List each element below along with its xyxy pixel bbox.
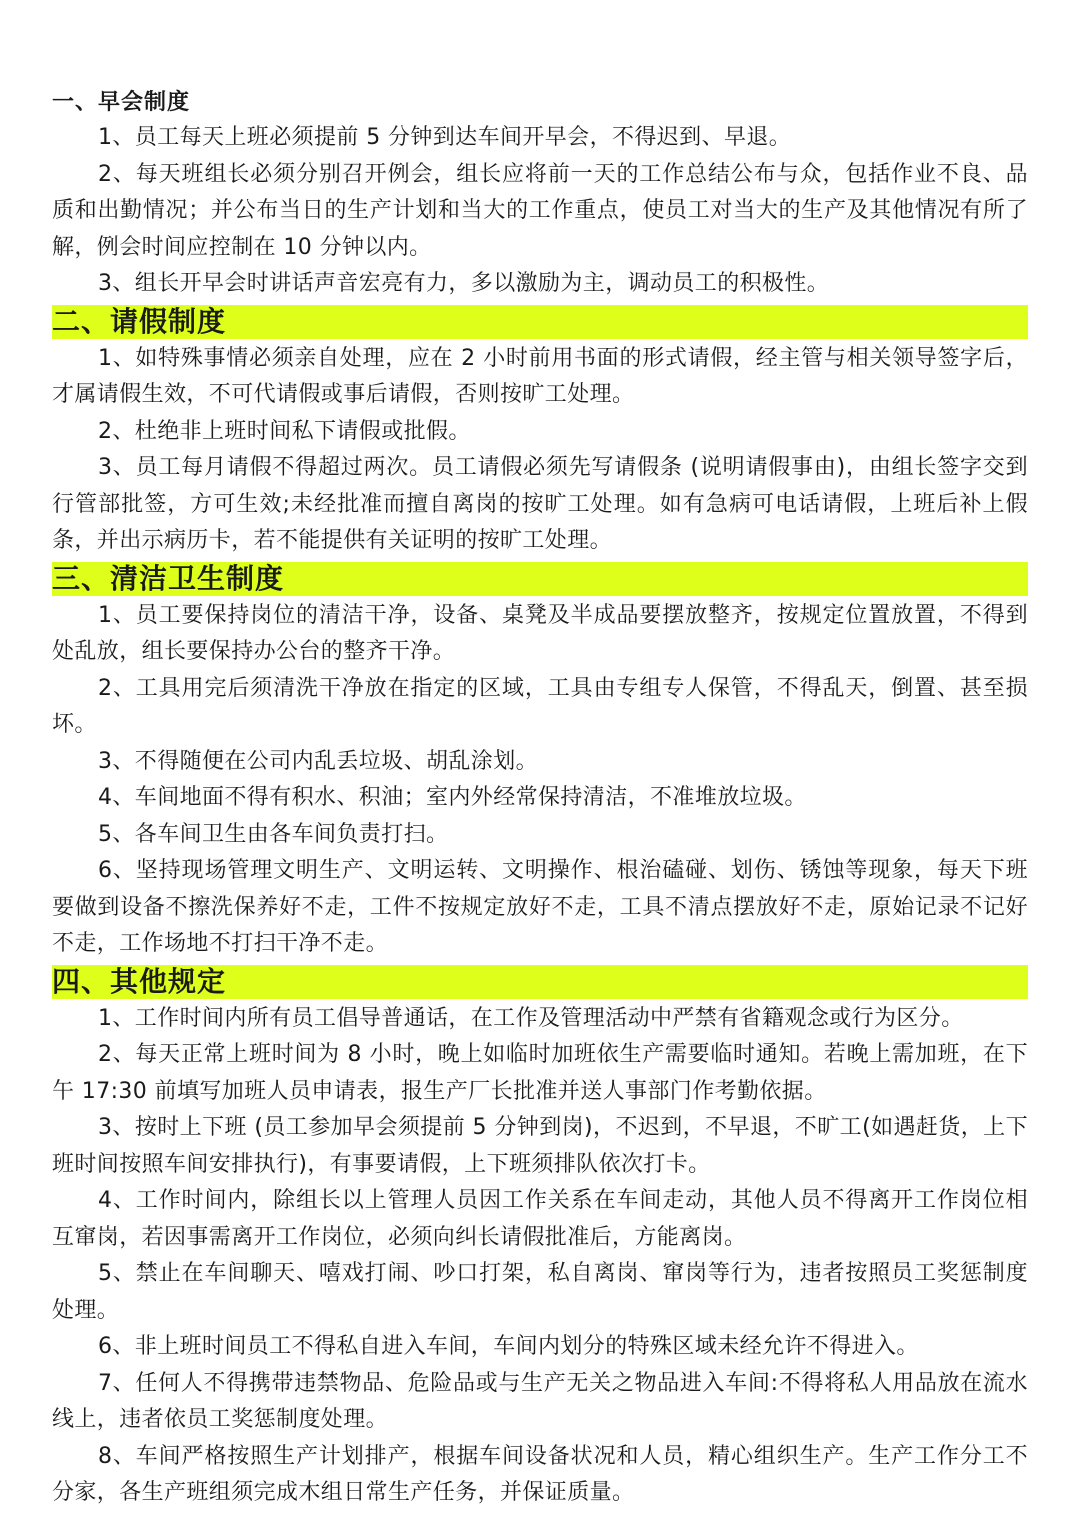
- list-item: 1、员工每天上班必须提前 5 分钟到达车间开早会，不得迟到、早退。: [98, 125, 792, 150]
- list-item: 8、车间严格按照生产计划排产，根据车间设备状况和人员，精心组织生产。生产工作分工不分家，各生产班组须完成木组日常生产任务，并保证质量。: [52, 1443, 1028, 1505]
- list-item: 1、如特殊事情必须亲自处理，应在 2 小时前用书面的形式请假，经主管与相关领导签字后，才属请假生效，不可代请假或事后请假，否则按旷工处理。: [52, 345, 1028, 407]
- section-title-highlighted: 三、清洁卫生制度: [52, 562, 1028, 596]
- list-item: 6、非上班时间员工不得私自进入车间，车间内划分的特殊区域未经允许不得进入。: [98, 1334, 919, 1359]
- list-item: 6、坚持现场管理文明生产、文明运转、文明操作、根治磕碰、划伤、锈蚀等现象，每天下班要做到设备不擦洗保养好不走，工件不按规定放好不走，工具不清点摆放好不走，原始记录不记好不走，工作场地不打扫干净不走。: [52, 858, 1028, 956]
- section-morning-meeting: [52, 86, 1028, 303]
- list-item: 3、按时上下班 (员工参加早会须提前 5 分钟到岗)，不迟到，不早退，不旷工(如遇赶货，上下班时间按照车间安排执行)，有事要请假，上下班须排队依次打卡。: [52, 1115, 1028, 1177]
- list-item: 3、员工每月请假不得超过两次。员工请假必须先写请假条 (说明请假事由)，由组长签字交到行管部批签，方可生效;未经批准而擅自离岗的按旷工处理。如有急病可电话请假，上班后补上假条，并出示病历卡，若不能提供有关证明的按旷工处理。: [52, 455, 1028, 553]
- section-other-rules: [52, 965, 1028, 1512]
- section-title-highlighted: 四、其他规定: [52, 965, 1028, 999]
- list-item: 1、员工要保持岗位的清洁干净，设备、桌凳及半成品要摆放整齐，按规定位置放置，不得到处乱放，组长要保持办公台的整齐干净。: [52, 602, 1028, 664]
- list-item: 5、各车间卫生由各车间负责打扫。: [98, 821, 449, 847]
- list-item: 5、禁止在车间聊天、嘻戏打闹、吵口打架，私自离岗、窜岗等行为，违者按照员工奖惩制度处理。: [52, 1261, 1028, 1323]
- list-item: 3、不得随便在公司内乱丢垃圾、胡乱涂划。: [98, 748, 538, 774]
- section-cleaning-policy: [52, 562, 1028, 963]
- list-item: 4、车间地面不得有积水、积油；室内外经常保持清洁，不准堆放垃圾。: [98, 785, 807, 810]
- section-title-highlighted: 二、请假制度: [52, 305, 1028, 339]
- list-item: 2、工具用完后须清洗干净放在指定的区域，工具由专组专人保管，不得乱天，倒置、甚至损坏。: [52, 675, 1028, 737]
- section-leave-policy: [52, 305, 1028, 560]
- regulations-document: [52, 86, 1028, 1512]
- list-item: 1、工作时间内所有员工倡导普通话，在工作及管理活动中严禁有省籍观念或行为区分。: [98, 1005, 964, 1031]
- list-item: 3、组长开早会时讲话声音宏亮有力，多以激励为主，调动员工的积极性。: [98, 271, 830, 296]
- list-item: 2、杜绝非上班时间私下请假或批假。: [98, 418, 471, 444]
- list-item: 7、任何人不得携带违禁物品、危险品或与生产无关之物品进入车间:不得将私人用品放在流水线上，违者依员工奖惩制度处理。: [52, 1370, 1028, 1432]
- section-title: 一、早会制度: [52, 90, 191, 115]
- list-item: 2、每天正常上班时间为 8 小时，晚上如临时加班依生产需要临时通知。若晚上需加班，在下午 17:30 前填写加班人员申请表，报生产厂长批准并送人事部门作考勤依据。: [52, 1042, 1028, 1104]
- list-item: 2、每天班组长必须分别召开例会，组长应将前一天的工作总结公布与众，包括作业不良、品质和出勤情况；并公布当日的生产计划和当大的工作重点，使员工对当大的生产及其他情况有所了解，例会时间应控制在 10 分钟以内。: [52, 161, 1028, 260]
- list-item: 4、工作时间内，除组长以上管理人员因工作关系在车间走动，其他人员不得离开工作岗位相互窜岗，若因事需离开工作岗位，必须向纠长请假批准后，方能离岗。: [52, 1188, 1028, 1250]
